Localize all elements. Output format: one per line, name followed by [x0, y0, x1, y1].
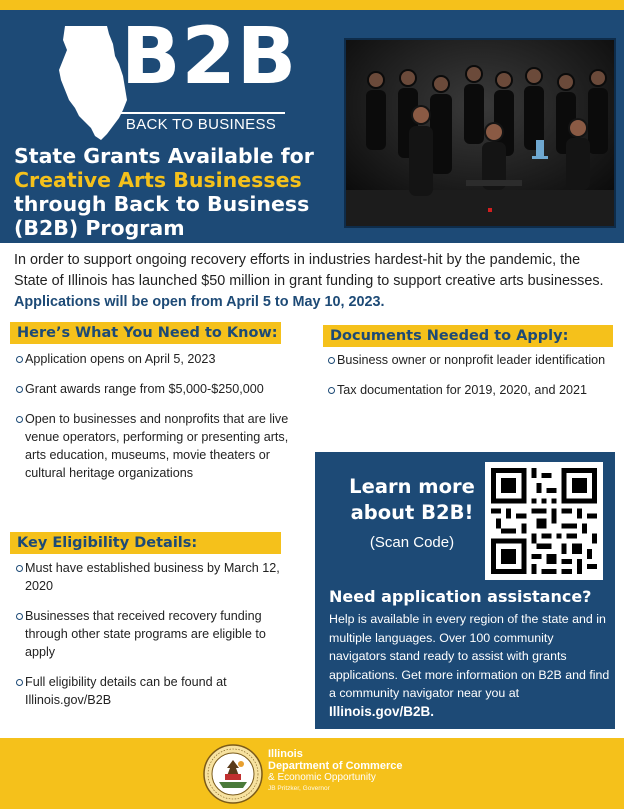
logo-subtitle: BACK TO BUSINESS	[117, 112, 285, 133]
documents-heading: Documents Needed to Apply:	[323, 325, 613, 347]
dceo-subtitle: & Economic Opportunity	[268, 772, 376, 783]
dceo-logo	[268, 748, 428, 800]
governor-line: JB Pritzker, Governor	[268, 785, 330, 792]
headline	[14, 144, 329, 240]
eligibility-list	[16, 559, 296, 721]
list-item: Full eligibility details can be found at Illinois.gov/B2B	[16, 673, 296, 709]
need-to-know-heading: Here’s What You Need to Know:	[10, 322, 281, 344]
theater-performers-photo	[344, 38, 616, 228]
header-banner	[0, 10, 624, 243]
top-stripe	[0, 0, 624, 10]
list-item: Business owner or nonprofit leader identification	[328, 351, 610, 369]
logo-b2b-text: B2B	[121, 12, 298, 102]
list-item: Open to businesses and nonprofits that are live venue operators, performing or presenting arts, arts education, museums, movie theaters or cultural heritage organizations	[16, 410, 296, 482]
list-item: Application opens on April 5, 2023	[16, 350, 296, 368]
state-seal-icon	[203, 744, 263, 804]
list-item: Tax documentation for 2019, 2020, and 2021	[328, 381, 610, 399]
scan-code-label: (Scan Code)	[369, 534, 455, 551]
learn-more-title	[327, 474, 497, 526]
b2b-logo	[55, 12, 298, 142]
assistance-heading: Need application assistance?	[329, 587, 592, 606]
intro-text: In order to support ongoing recovery efforts in industries hardest-hit by the pandemic, the State of Illinois has launched $50 million in grant funding to support creative arts businesses.	[14, 252, 604, 289]
headline-line-3: through Back to Business	[14, 192, 310, 216]
need-to-know-list	[16, 350, 296, 494]
headline-line-1: State Grants Available for	[14, 144, 314, 168]
intro-paragraph	[14, 250, 614, 313]
footer	[0, 738, 624, 809]
headline-line-4: (B2B) Program	[14, 216, 185, 240]
assistance-text	[329, 610, 611, 721]
qr-code-icon[interactable]	[485, 462, 603, 580]
learn-more-line-1: Learn more	[349, 475, 475, 498]
assistance-body: Help is available in every region of the state and in multiple languages. Over 100 community navigators stand ready to assist with grants applications. Get more information on B2B and find a community navigator near you at	[329, 612, 610, 700]
dceo-department: Department of Commerce	[268, 760, 403, 772]
application-dates: Applications will be open from April 5 to May 10, 2023.	[14, 294, 385, 310]
list-item: Must have established business by March 12, 2020	[16, 559, 296, 595]
learn-more-panel	[315, 452, 615, 729]
learn-more-line-2: about B2B!	[350, 501, 474, 524]
list-item: Businesses that received recovery funding through other state programs are eligible to apply	[16, 607, 296, 661]
dceo-state: Illinois	[268, 748, 303, 760]
documents-list	[328, 351, 610, 411]
headline-highlight: Creative Arts Businesses	[14, 168, 302, 192]
assistance-link[interactable]: Illinois.gov/B2B.	[329, 703, 435, 719]
list-item: Grant awards range from $5,000-$250,000	[16, 380, 296, 398]
eligibility-heading: Key Eligibility Details:	[10, 532, 281, 554]
